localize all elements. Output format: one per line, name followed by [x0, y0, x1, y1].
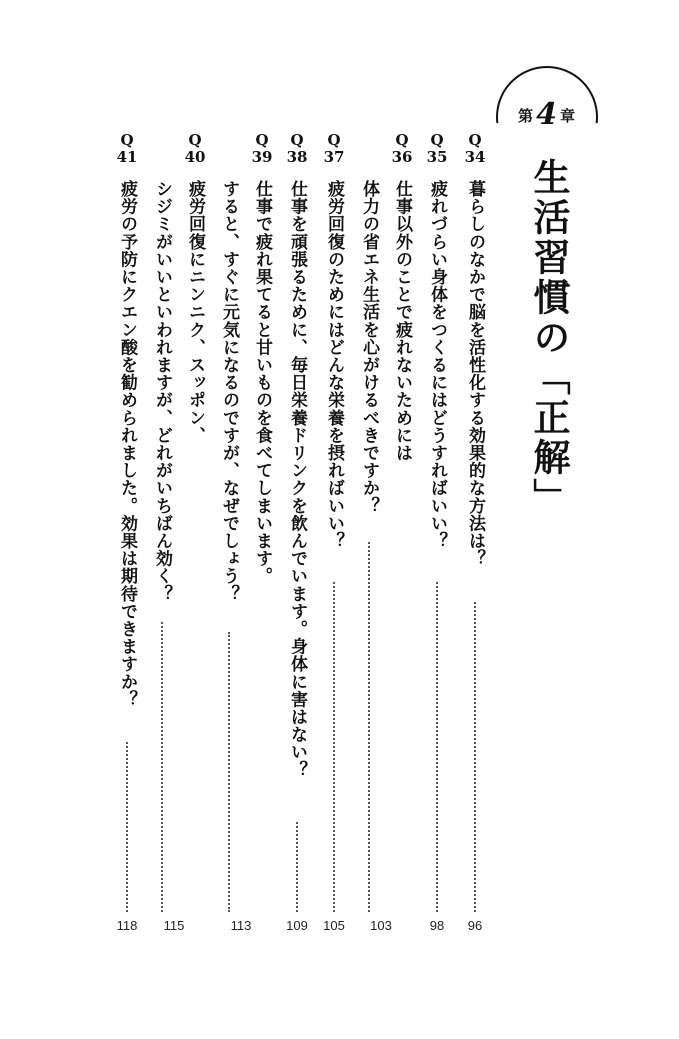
question-text-line-1: 仕事以外のことで疲れないためには [392, 180, 412, 462]
toc-entry-41[interactable] [115, 132, 151, 932]
chapter-label [510, 98, 584, 132]
question-text: 疲労回復のためにはどんな栄養を摂ればいい？ [324, 180, 344, 550]
question-text-line-1: 仕事で疲れ果てると甘いものを食べてしまいます。 [252, 180, 272, 585]
page-number: 105 [323, 918, 345, 933]
dot-leader [436, 582, 438, 912]
question-number: Q 41 [116, 131, 138, 166]
question-number: Q 35 [426, 131, 448, 166]
question-text: 疲れづらい身体をつくるにはどうすればいい？ [427, 180, 447, 550]
question-text-line-1: 疲労回復にニンニク、スッポン、 [185, 180, 205, 444]
chapter-number: 4 [536, 97, 558, 132]
toc-entry-34[interactable] [463, 132, 499, 932]
toc-entry-39[interactable] [219, 131, 286, 933]
page-number: 98 [429, 918, 445, 933]
dot-leader [228, 632, 230, 912]
page-number: 109 [286, 918, 308, 933]
question-number: Q 38 [286, 131, 308, 166]
toc-entry-35[interactable] [425, 132, 461, 932]
question-number: Q 40 [184, 131, 206, 166]
question-number: Q 36 [391, 131, 413, 166]
question-number: Q 34 [464, 131, 486, 166]
question-text-line-2: すると、すぐに元気になるのですが、なぜでしょう？ [219, 180, 239, 603]
dot-leader [161, 622, 163, 912]
page-number: 115 [163, 918, 185, 933]
page-number: 118 [116, 918, 138, 933]
dot-leader [333, 582, 335, 912]
question-text: 暮らしのなかで脳を活性化する効果的な方法は？ [465, 180, 485, 568]
question-text: 仕事を頑張るために、毎日栄養ドリンクを飲んでいます。身体に害はない？ [287, 180, 307, 779]
question-number: Q 37 [323, 131, 345, 166]
toc-entry-40[interactable] [152, 131, 219, 933]
question-text-line-2: シジミがいいといわれますが、どれがいちばん効く？ [152, 180, 172, 603]
dot-leader [126, 742, 128, 912]
question-text: 疲労の予防にクエン酸を勧められました。効果は期待できますか？ [117, 180, 137, 708]
toc-entry-38[interactable] [285, 132, 321, 932]
page-number: 103 [370, 918, 392, 933]
dot-leader [474, 602, 476, 912]
chapter-prefix: 第 [518, 106, 535, 125]
dot-leader [368, 542, 370, 912]
dot-leader [296, 822, 298, 912]
chapter-suffix: 章 [559, 106, 576, 125]
toc-entry-37[interactable] [322, 132, 358, 932]
page-number: 96 [467, 918, 483, 933]
toc-entry-36[interactable] [359, 131, 426, 933]
question-number: Q 39 [251, 131, 273, 166]
question-text-line-2: 体力の省エネ生活を心がけるべきですか？ [359, 180, 379, 515]
chapter-title: 生活習慣の「正解」 [527, 158, 570, 518]
page-number: 113 [230, 918, 252, 933]
